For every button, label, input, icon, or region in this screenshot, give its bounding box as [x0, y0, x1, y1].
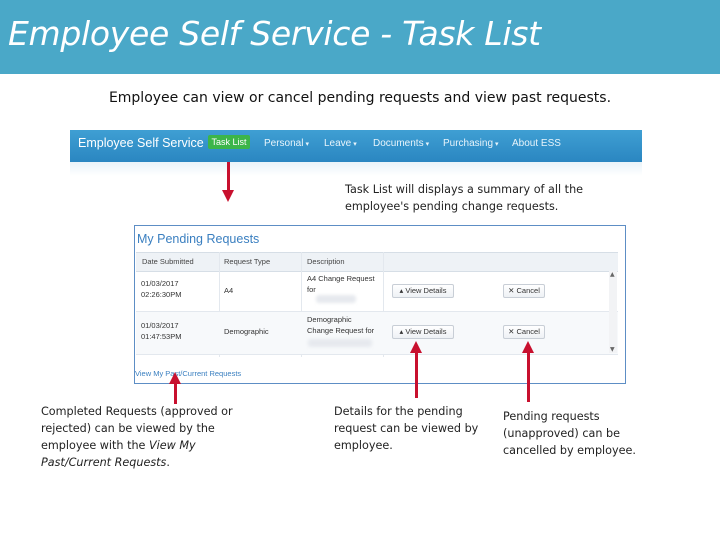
pending-requests-panel	[134, 225, 626, 384]
arrow-up-icon	[169, 372, 181, 384]
view-past-requests-link[interactable]: View My Past/Current Requests	[135, 369, 242, 378]
arrow-shaft	[227, 162, 230, 192]
row-time: 02:26:30PM	[141, 290, 182, 299]
panel-title: My Pending Requests	[137, 232, 260, 246]
nav-shadow	[70, 162, 642, 176]
callout-task-list: Task List will displays a summary of all the employee's pending change requests.	[345, 183, 584, 213]
nav-tab-personal[interactable]: Personal ▾	[264, 138, 309, 149]
row-description-line1: A4 Change Request	[307, 274, 375, 283]
ess-nav-bar	[70, 130, 642, 162]
callout-cancel-pending: Pending requests (unapproved) can be cancelled by employee.	[503, 410, 636, 457]
arrow-up-icon	[522, 341, 534, 353]
arrow-shaft	[174, 384, 177, 404]
row-description-line2: for	[307, 285, 316, 294]
redacted-text	[308, 339, 372, 347]
table-row[interactable]	[136, 312, 618, 355]
row-description-line1: Demographic	[307, 315, 352, 324]
arrow-up-icon	[410, 341, 422, 353]
nav-tab-task-list[interactable]: Task List	[208, 135, 250, 149]
cancel-request-button[interactable]: ✕ Cancel	[503, 325, 545, 339]
row-date: 01/03/2017	[141, 321, 179, 330]
callout-completed-requests: Completed Requests (approved or rejected) can be viewed by the employee with the View My Past/Current Requests.	[41, 405, 233, 469]
slide-title: Employee Self Service - Task List	[8, 14, 541, 53]
table-row[interactable]	[136, 271, 618, 312]
row-type: A4	[224, 286, 234, 295]
view-details-button[interactable]: ▴ View Details	[392, 284, 454, 298]
slide-subtitle: Employee can view or cancel pending requests and view past requests.	[108, 90, 612, 106]
column-header-description[interactable]: Description	[307, 257, 345, 266]
redacted-text	[316, 295, 356, 303]
chevron-down-icon: ▾	[305, 141, 309, 148]
chevron-down-icon: ▾	[495, 141, 499, 148]
nav-brand[interactable]: Employee Self Service	[78, 136, 204, 150]
chevron-down-icon: ▾	[353, 141, 357, 148]
row-description-line2: Change Request for	[307, 326, 375, 335]
row-type: Demographic	[224, 327, 269, 336]
arrow-shaft	[415, 352, 418, 398]
row-date: 01/03/2017	[141, 279, 179, 288]
callout-view-details: Details for the pending request can be viewed by employee.	[334, 405, 479, 452]
scroll-up-icon[interactable]: ▲	[610, 271, 615, 278]
cancel-request-button[interactable]: ✕ Cancel	[503, 284, 545, 298]
nav-tab-purchasing[interactable]: Purchasing ▾	[443, 138, 499, 149]
table-scrollbar[interactable]	[609, 271, 617, 353]
callout-link-text: View My Past/Current Requests	[41, 439, 196, 469]
table-header	[136, 252, 618, 272]
view-details-button[interactable]: ▴ View Details	[392, 325, 454, 339]
scroll-down-icon[interactable]: ▼	[610, 346, 615, 353]
nav-tab-leave[interactable]: Leave ▾	[324, 138, 357, 149]
chevron-down-icon: ▾	[425, 141, 430, 148]
nav-tab-documents[interactable]: Documents ▾	[373, 138, 430, 149]
arrow-down-icon	[222, 190, 234, 202]
column-header-date[interactable]: Date Submitted	[142, 257, 194, 266]
column-header-type[interactable]: Request Type	[224, 257, 271, 266]
row-time: 01:47:53PM	[141, 332, 182, 341]
nav-tab-about-ess[interactable]: About ESS	[512, 138, 561, 149]
arrow-shaft	[527, 352, 530, 402]
